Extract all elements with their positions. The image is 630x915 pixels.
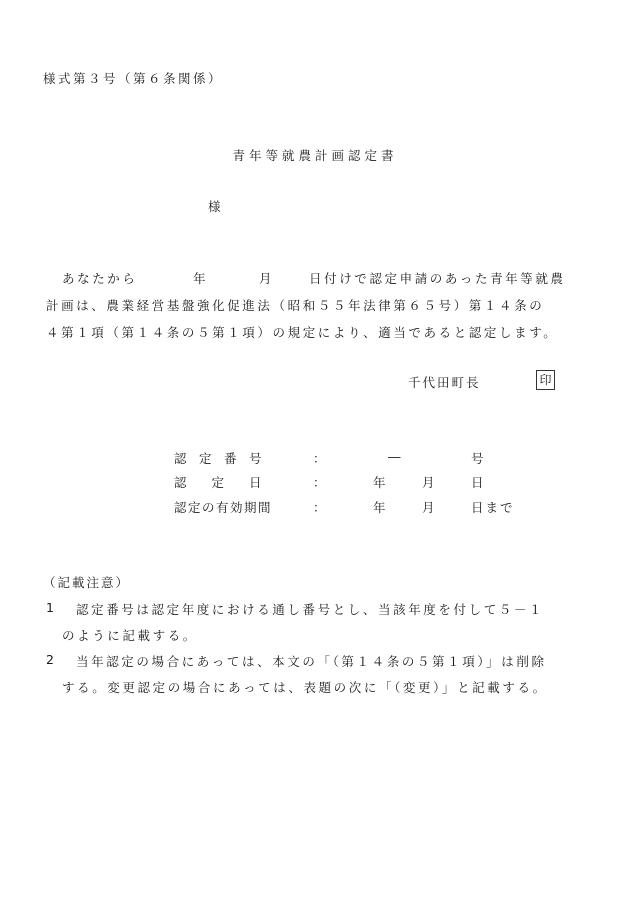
addressee-honorific: 様 — [208, 199, 221, 214]
note-text-cont: する。変更認定の場合にあっては、表題の次に「（変更）」と記載する。 — [62, 680, 548, 695]
cert-colon: ： — [313, 500, 326, 515]
document-title: 青年等就農計画認定書 — [232, 148, 398, 163]
note-number: 2 — [46, 652, 54, 667]
body-line1-d: 日付けで認定申請のあった青年等就農 — [309, 271, 566, 286]
cert-validity-year: 年 — [373, 500, 386, 515]
body-line1-year: 年 — [193, 271, 206, 286]
body-line2: 計画は、農業経営基盤強化促進法（昭和５５年法律第６５号）第１４条の — [46, 298, 545, 313]
cert-number-suffix: 号 — [471, 451, 484, 466]
cert-colon: ： — [313, 451, 326, 466]
cert-number-dash: ― — [388, 449, 401, 464]
seal-box: 印 — [536, 370, 555, 390]
mayor-title: 千代田町長 — [408, 375, 481, 390]
cert-label-date: 認 定 日 — [174, 475, 262, 490]
cert-date-year: 年 — [373, 475, 386, 490]
body-line1-month: 月 — [259, 271, 272, 286]
body-line1-a: あなたから — [62, 271, 138, 286]
cert-label-number: 認 定 番 号 — [174, 451, 262, 466]
note-text: 認定番号は認定年度における通し番号とし、当該年度を付して５－１ — [76, 602, 545, 617]
cert-date-day: 日 — [471, 475, 484, 490]
cert-validity-month: 月 — [422, 500, 435, 515]
body-line3: ４第１項（第１４条の５第１項）の規定により、適当であると認定します。 — [46, 325, 559, 340]
note-text: 当年認定の場合にあっては、本文の「（第１４条の５第１項）」は削除 — [76, 654, 547, 669]
cert-validity-day: 日まで — [471, 500, 515, 515]
cert-colon: ： — [313, 475, 326, 490]
cert-date-month: 月 — [422, 475, 435, 490]
form-number-label: 様式第３号（第６条関係） — [43, 71, 224, 86]
note-text-cont: のように記載する。 — [62, 628, 198, 643]
cert-label-validity: 認定の有効期間 — [174, 500, 273, 515]
note-number: 1 — [46, 600, 54, 615]
notes-heading: （記載注意） — [43, 575, 131, 590]
